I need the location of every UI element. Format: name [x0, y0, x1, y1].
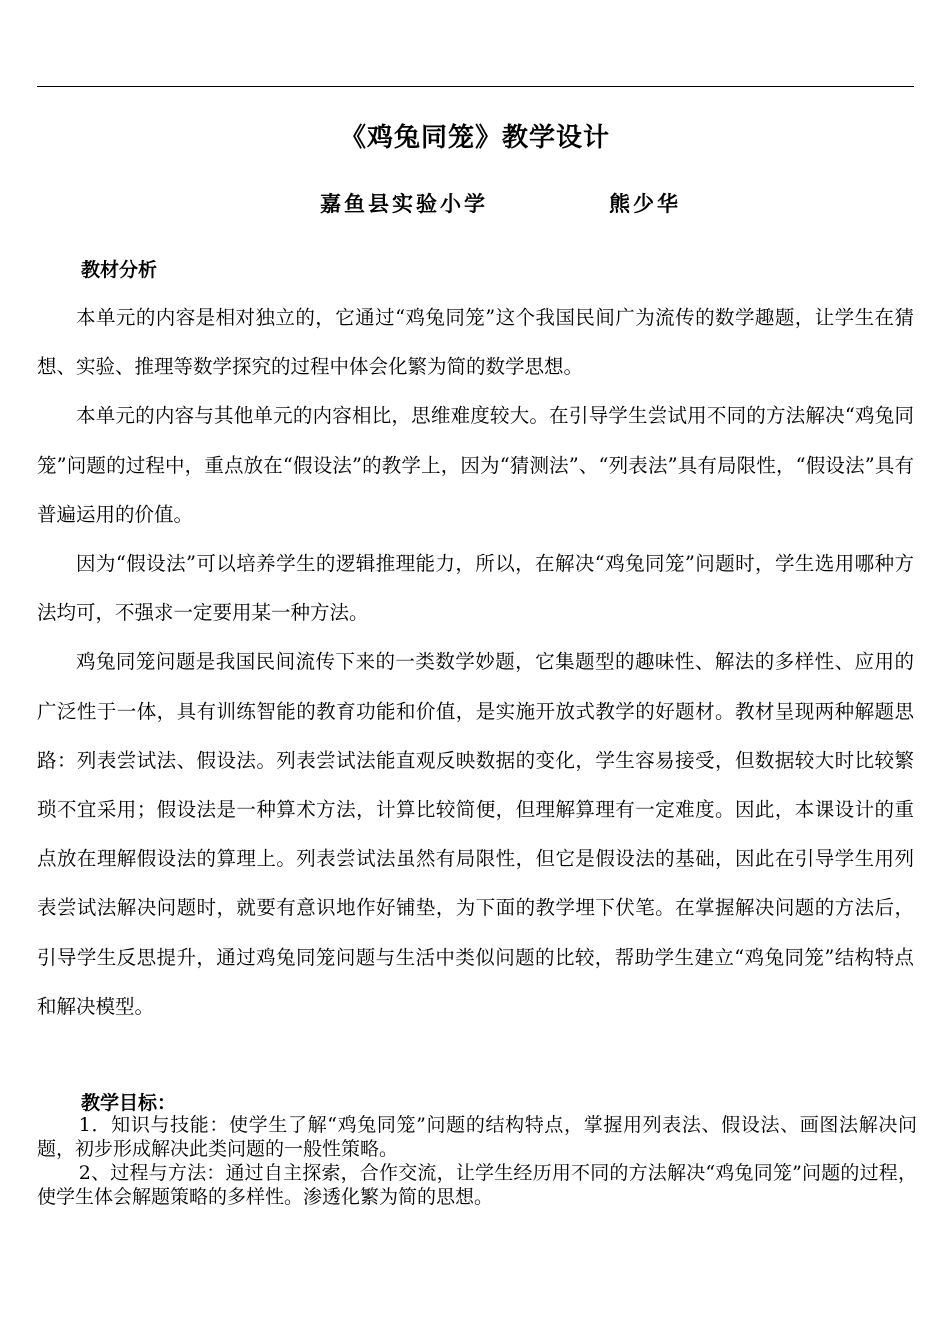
- paragraph: 鸡兔同笼问题是我国民间流传下来的一类数学妙题，它集题型的趣味性、解法的多样性、应用的广泛性于一体，具有训练智能的教育功能和价值，是实施开放式教学的好题材。教材呈现两种解题思路：列表尝试法、假设法。列表尝试法能直观反映数据的变化，学生容易接受，但数据较大时比较繁琐不宜采用；假设法是一种算术方法，计算比较简便，但理解算理有一定难度。因此，本课设计的重点放在理解假设法的算理上。列表尝试法虽然有局限性，但它是假设法的基础，因此在引导学生用列表尝试法解决问题时，就要有意识地作好铺垫，为下面的教学埋下伏笔。在掌握解决问题的方法后，引导学生反思提升，通过鸡兔同笼问题与生活中类似问题的比较，帮助学生建立“鸡兔同笼”结构特点和解决模型。: [37, 650, 914, 1018]
- paragraph: 因为“假设法”可以培养学生的逻辑推理能力，所以，在解决“鸡兔同笼”问题时，学生选用哪种方法均可，不强求一定要用某一种方法。: [37, 552, 914, 625]
- document-title: 《鸡兔同笼》教学设计: [339, 123, 610, 153]
- goal-item: 1．知识与技能：使学生了解“鸡兔同笼”问题的结构特点，掌握用列表法、假设法、画图法解决问题，初步形成解决此类问题的一般性策略。: [37, 1114, 917, 1160]
- paragraph: 本单元的内容是相对独立的，它通过“鸡兔同笼”这个我国民间广为流传的数学趣题，让学生在猜想、实验、推理等数学探究的过程中体会化繁为简的数学思想。: [37, 306, 914, 379]
- goals-heading: 教学目标：: [81, 1092, 177, 1114]
- analysis-body: [37, 293, 914, 1031]
- goal-item: 2、过程与方法：通过自主探索，合作交流，让学生经历用不同的方法解决“鸡兔同笼”问题的过程，使学生体会解题策略的多样性。渗透化繁为简的思想。: [37, 1162, 917, 1208]
- school-name: 嘉鱼县实验小学: [320, 192, 488, 216]
- header-rule: [37, 86, 914, 87]
- goals-list: [37, 1113, 917, 1209]
- author-name: 熊少华: [609, 192, 681, 216]
- analysis-heading: 教材分析: [81, 259, 158, 281]
- paragraph: 本单元的内容与其他单元的内容相比，思维难度较大。在引导学生尝试用不同的方法解决“鸡兔同笼”问题的过程中，重点放在“假设法”的教学上，因为“猜测法”、“列表法”具有局限性，“假设法”具有普遍运用的价值。: [37, 404, 914, 526]
